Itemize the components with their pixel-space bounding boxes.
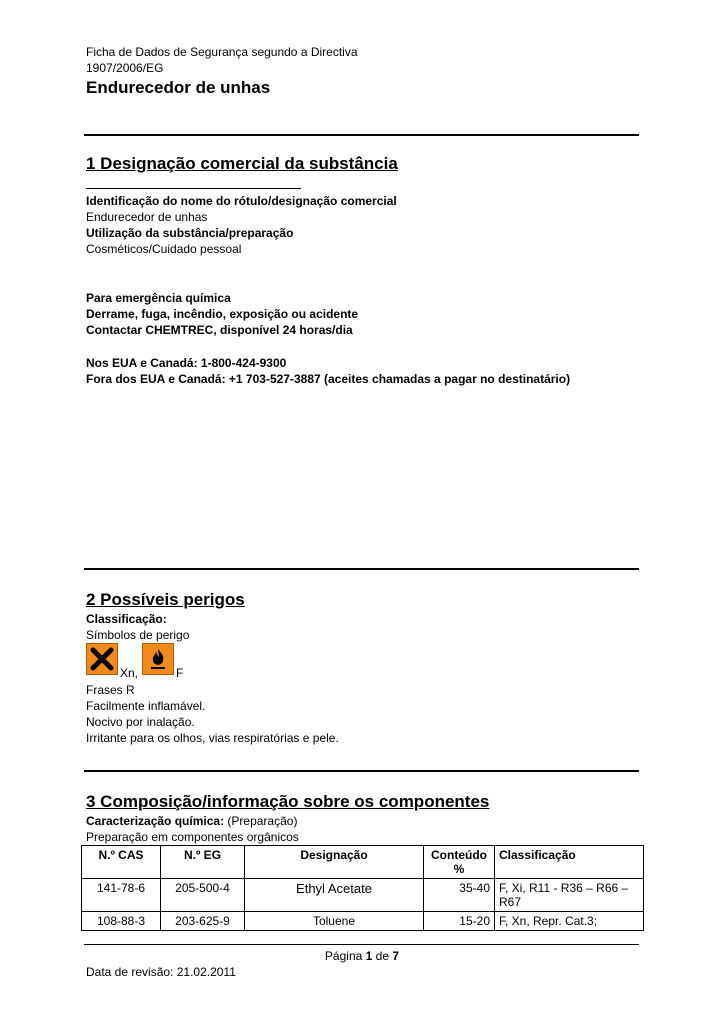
- char-label: Caracterização química:: [86, 814, 225, 828]
- revision-date: Data de revisão: 21.02.2011: [86, 965, 236, 979]
- doc-header-line2: 1907/2006/EG: [86, 61, 164, 75]
- flammable-icon: [142, 643, 174, 675]
- section-1-heading: 1 Designação comercial da substância: [86, 154, 611, 194]
- id-label: Identificação do nome do rótulo/designação comercial: [86, 194, 397, 208]
- cell-classification: F, Xn, Repr. Cat.3;: [495, 912, 644, 931]
- id-value: Endurecedor de unhas: [86, 210, 208, 224]
- col-header-cas: N.º CAS: [82, 846, 161, 879]
- divider: [84, 134, 639, 136]
- r-phrase-1: Facilmente inflamável.: [86, 699, 206, 713]
- col-header-designation: Designação: [245, 846, 424, 879]
- symbol-f-code: F: [176, 666, 184, 680]
- table-header-row: [82, 846, 644, 879]
- phone-intl: Fora dos EUA e Canadá: +1 703-527-3887 (aceites chamadas a pagar no destinatário): [86, 372, 571, 386]
- table-row: [82, 879, 644, 912]
- divider: [84, 770, 639, 772]
- use-value: Cosméticos/Cuidado pessoal: [86, 242, 242, 256]
- col-header-content: Conteúdo %: [424, 846, 495, 879]
- emergency-line-1: Para emergência química: [86, 291, 231, 305]
- cell-eg: 205-500-4: [161, 879, 245, 912]
- r-phrase-2: Nocivo por inalação.: [86, 715, 195, 729]
- cell-cas: 108-88-3: [82, 912, 161, 931]
- emergency-line-3: Contactar CHEMTREC, disponível 24 horas/dia: [86, 323, 353, 337]
- document-title: Endurecedor de unhas: [86, 78, 271, 97]
- r-phrases-label: Frases R: [86, 683, 135, 697]
- harmful-x-icon: [86, 643, 118, 675]
- symbol-xn-code: Xn,: [120, 666, 139, 680]
- composition-table: [81, 845, 644, 931]
- page-number: Página 1 de 7: [324, 949, 400, 963]
- cell-eg: 203-625-9: [161, 912, 245, 931]
- hazard-symbols-label: Símbolos de perigo: [86, 628, 190, 642]
- cell-designation: Ethyl Acetate: [245, 879, 424, 912]
- cell-classification: F, Xi, R11 - R36 – R66 – R67: [495, 879, 644, 912]
- divider: [84, 568, 639, 570]
- col-header-eg: N.º EG: [161, 846, 245, 879]
- section-2-heading: 2 Possíveis perigos: [86, 590, 245, 609]
- chemical-characterization: [86, 813, 297, 829]
- table-row: [82, 912, 644, 931]
- col-header-classification: Classificação: [495, 846, 644, 879]
- use-label: Utilização da substância/preparação: [86, 226, 294, 240]
- cell-content: 15-20: [424, 912, 495, 931]
- doc-header-line1: Ficha de Dados de Segurança segundo a Directiva: [86, 45, 358, 59]
- composition-subtitle: Preparação em componentes orgânicos: [86, 830, 299, 844]
- classification-label: Classificação:: [86, 612, 167, 626]
- cell-designation: Toluene: [245, 912, 424, 931]
- footer-divider: [84, 944, 639, 945]
- phone-us: Nos EUA e Canadá: 1-800-424-9300: [86, 356, 287, 370]
- cell-cas: 141-78-6: [82, 879, 161, 912]
- r-phrase-3: Irritante para os olhos, vias respiratórias e pele.: [86, 731, 339, 745]
- char-value: (Preparação): [227, 814, 298, 828]
- emergency-line-2: Derrame, fuga, incêndio, exposição ou acidente: [86, 307, 359, 321]
- section-3-heading: 3 Composição/informação sobre os componentes: [86, 792, 490, 811]
- cell-content: 35-40: [424, 879, 495, 912]
